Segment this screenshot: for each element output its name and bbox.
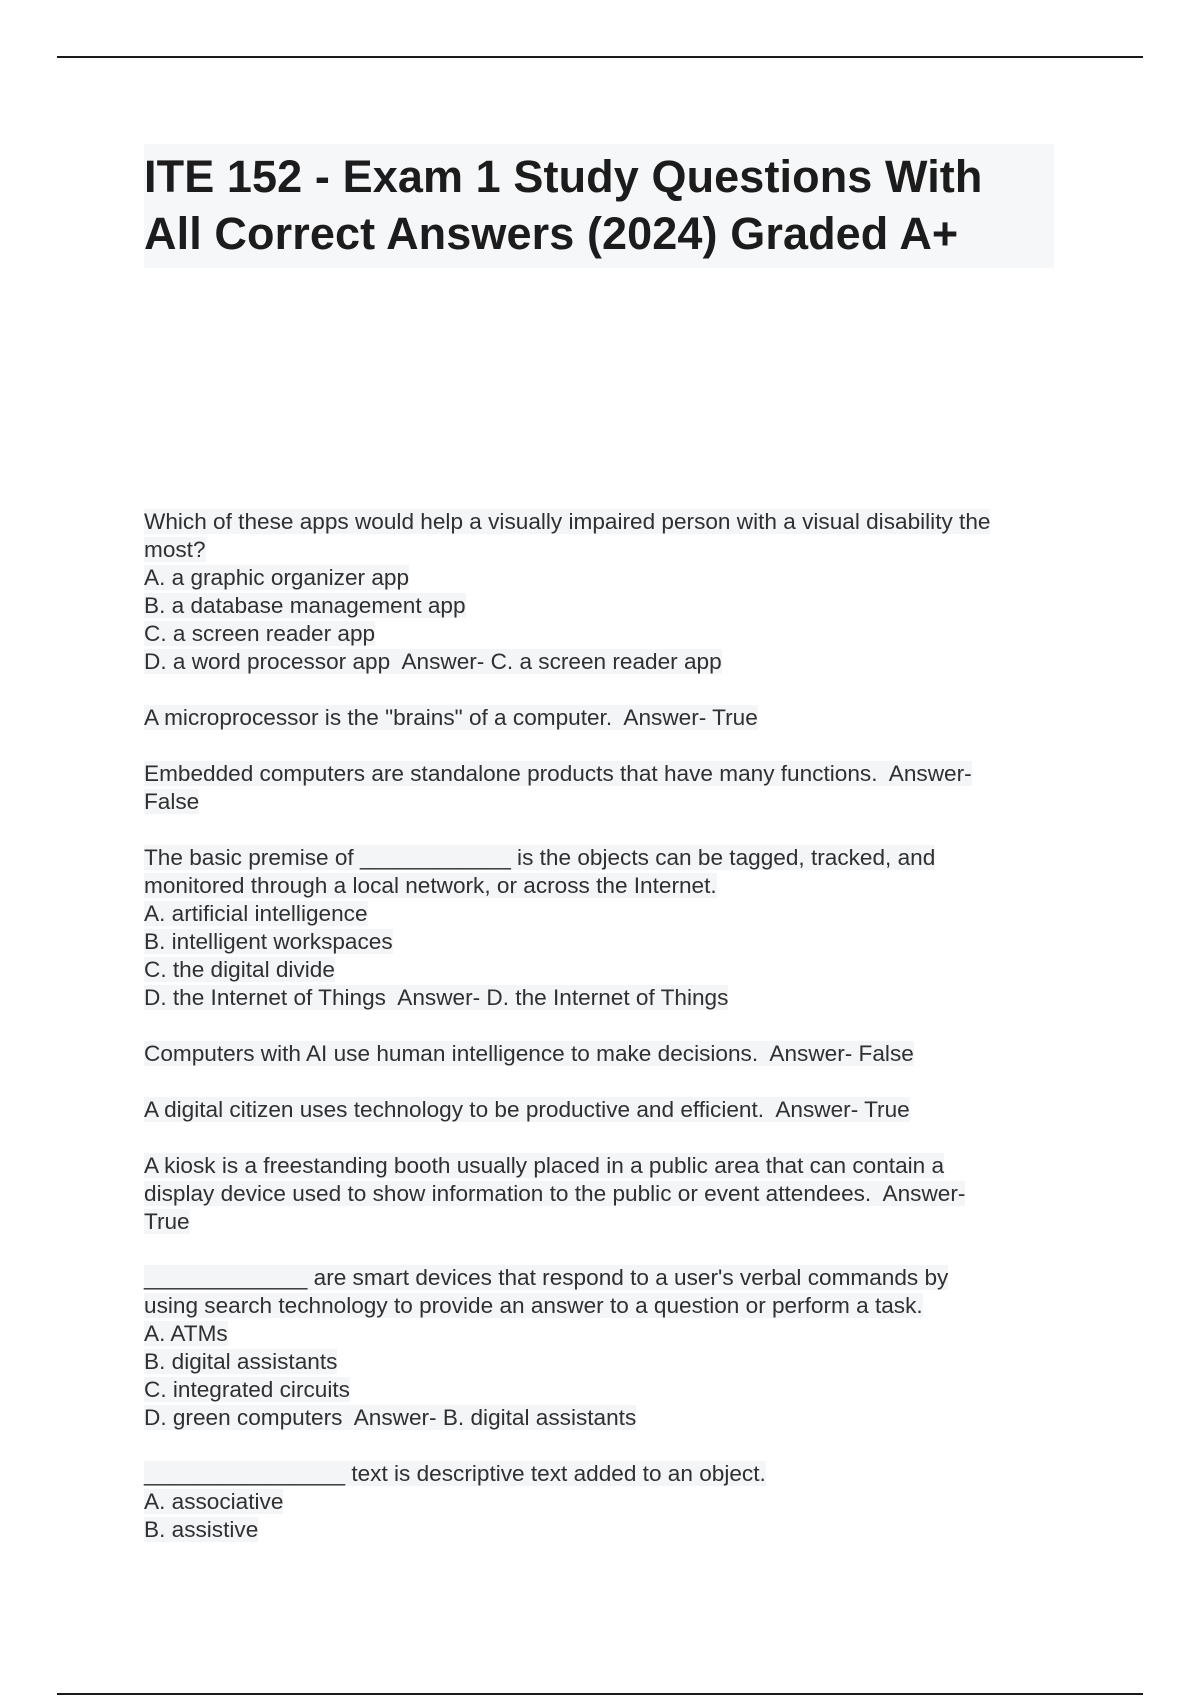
question-list (144, 508, 1064, 1572)
question-line: Which of these apps would help a visually impaired person with a visual disability the (144, 509, 991, 534)
answer-line: D. a word processor app Answer- C. a screen reader app (144, 649, 722, 674)
answer-line: D. the Internet of Things Answer- D. the Internet of Things (144, 985, 729, 1010)
title-line-2: All Correct Answers (2024) Graded A+ (144, 208, 959, 259)
option-line: A. a graphic organizer app (144, 565, 410, 590)
option-line: C. a screen reader app (144, 621, 376, 646)
bottom-divider (57, 1693, 1143, 1695)
question-line: using search technology to provide an answer to a question or perform a task. (144, 1293, 923, 1318)
question-line: The basic premise of ____________ is the objects can be tagged, tracked, and (144, 845, 936, 870)
question-item (144, 1096, 1064, 1124)
option-line: B. intelligent workspaces (144, 929, 393, 954)
question-line: Embedded computers are standalone products that have many functions. Answer- (144, 761, 972, 786)
question-item (144, 704, 1064, 732)
question-item (144, 1264, 1064, 1432)
question-item (144, 760, 1064, 816)
answer-line: False (144, 789, 200, 814)
question-item (144, 1152, 1064, 1236)
answer-line: A microprocessor is the "brains" of a computer. Answer- True (144, 705, 758, 730)
question-item (144, 1040, 1064, 1068)
question-line: ________________ text is descriptive text added to an object. (144, 1461, 766, 1486)
title-line-1: ITE 152 - Exam 1 Study Questions With (144, 151, 983, 202)
document-title-block (144, 144, 1054, 268)
question-line: monitored through a local network, or across the Internet. (144, 873, 717, 898)
question-item (144, 844, 1064, 1012)
answer-line: True (144, 1209, 190, 1234)
question-line: A kiosk is a freestanding booth usually placed in a public area that can contain a (144, 1153, 945, 1178)
question-line: display device used to show information to the public or event attendees. Answer- (144, 1181, 966, 1206)
question-line: _____________ are smart devices that respond to a user's verbal commands by (144, 1265, 949, 1290)
answer-line: Computers with AI use human intelligence to make decisions. Answer- False (144, 1041, 914, 1066)
option-line: C. the digital divide (144, 957, 335, 982)
document-title (144, 148, 1054, 262)
top-divider (57, 56, 1143, 58)
option-line: B. digital assistants (144, 1349, 338, 1374)
answer-line: D. green computers Answer- B. digital assistants (144, 1405, 637, 1430)
question-item (144, 508, 1064, 676)
question-item (144, 1460, 1064, 1544)
option-line: A. ATMs (144, 1321, 228, 1346)
question-line: most? (144, 537, 206, 562)
option-line: B. a database management app (144, 593, 466, 618)
answer-line: A digital citizen uses technology to be productive and efficient. Answer- True (144, 1097, 910, 1122)
option-line: C. integrated circuits (144, 1377, 350, 1402)
option-line: A. associative (144, 1489, 284, 1514)
option-line: B. assistive (144, 1517, 259, 1542)
option-line: A. artificial intelligence (144, 901, 368, 926)
